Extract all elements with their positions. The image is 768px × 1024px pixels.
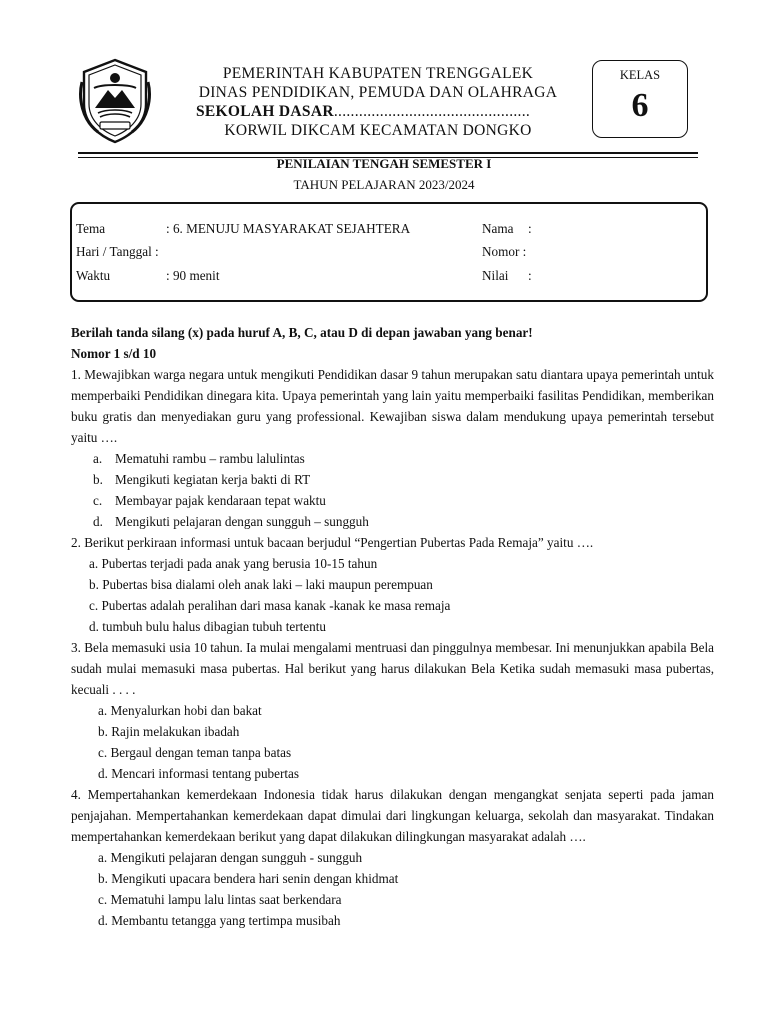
info-row-tema bbox=[76, 221, 410, 237]
question-3-option-b: b. Rajin melakukan ibadah bbox=[98, 724, 240, 739]
option-letter: c. bbox=[93, 493, 103, 508]
header-line-government: PEMERINTAH KABUPATEN TRENGGALEK bbox=[222, 65, 534, 82]
exam-year: TAHUN PELAJARAN 2023/2024 bbox=[293, 177, 475, 192]
info-row-waktu bbox=[76, 268, 219, 284]
question-4-option-b: b. Mengikuti upacara bendera hari senin dengan khidmat bbox=[98, 871, 399, 886]
question-3-option-a: a. Menyalurkan hobi dan bakat bbox=[98, 703, 262, 718]
header-line-department: DINAS PENDIDIKAN, PEMUDA DAN OLAHRAGA bbox=[198, 84, 558, 101]
nilai-colon: : bbox=[528, 268, 532, 283]
option-text: Membayar pajak kendaraan tepat waktu bbox=[115, 493, 326, 508]
school-name-blank: ............................................... bbox=[333, 103, 531, 120]
question-4-option-a: a. Mengikuti pelajaran dengan sungguh - sungguh bbox=[98, 850, 363, 865]
question-3-text: 3. Bela memasuki usia 10 tahun. Ia mulai mengalami mentruasi dan pinggulnya membesar. Ini menunjukkan apabila Bela sudah mulai memasuki masa pubertas. Hal berikut yang harus dilakukan Bela Ketika sudah memasuki masa pubertas, kecuali . . . . bbox=[71, 640, 714, 697]
kelas-label: KELAS bbox=[619, 68, 661, 82]
header-divider-thick bbox=[78, 152, 698, 154]
school-label: SEKOLAH DASAR bbox=[196, 103, 334, 120]
question-3-option-c: c. Bergaul dengan teman tanpa batas bbox=[98, 745, 292, 760]
nomor-label: Nomor : bbox=[482, 244, 527, 259]
letterhead bbox=[178, 64, 578, 140]
nama-label: Nama bbox=[482, 221, 514, 236]
question-4-option-c: c. Mematuhi lampu lalu lintas saat berkendara bbox=[98, 892, 342, 907]
question-2-option-a: a. Pubertas terjadi pada anak yang berusia 10-15 tahun bbox=[89, 556, 378, 571]
question-range: Nomor 1 s/d 10 bbox=[71, 346, 157, 361]
option-text: Mengikuti kegiatan kerja bakti di RT bbox=[115, 472, 311, 487]
header-line-korwil: KORWIL DIKCAM KECAMATAN DONGKO bbox=[224, 122, 532, 139]
nama-colon: : bbox=[528, 221, 532, 236]
option-letter: d. bbox=[93, 514, 103, 529]
info-row-nomor bbox=[482, 244, 526, 260]
trenggalek-emblem-icon bbox=[78, 58, 152, 144]
waktu-value: : 90 menit bbox=[166, 268, 220, 283]
option-letter: a. bbox=[93, 451, 103, 466]
question-2-option-c: c. Pubertas adalah peralihan dari masa kanak -kanak ke masa remaja bbox=[89, 598, 451, 613]
question-2-option-b: b. Pubertas bisa dialami oleh anak laki – laki maupun perempuan bbox=[89, 577, 433, 592]
kelas-box bbox=[592, 60, 688, 138]
question-4-option-d: d. Membantu tetangga yang tertimpa musibah bbox=[98, 913, 341, 928]
tema-label: Tema bbox=[76, 221, 106, 236]
question-1-option-b bbox=[71, 469, 714, 490]
question-2-option-d: d. tumbuh bulu halus dibagian tubuh tertentu bbox=[89, 619, 326, 634]
instruction-line: Berilah tanda silang (x) pada huruf A, B, C, atau D di depan jawaban yang benar! bbox=[71, 325, 533, 340]
question-1-option-a bbox=[71, 448, 714, 469]
exam-title: PENILAIAN TENGAH SEMESTER I bbox=[276, 156, 492, 171]
question-3-option-d: d. Mencari informasi tentang pubertas bbox=[98, 766, 300, 781]
kelas-value: 6 bbox=[631, 87, 649, 124]
nilai-label: Nilai bbox=[482, 268, 509, 283]
option-text: Mematuhi rambu – rambu lalulintas bbox=[115, 451, 305, 466]
info-row-nama bbox=[482, 221, 532, 237]
question-1-text: 1. Mewajibkan warga negara untuk mengikuti Pendidikan dasar 9 tahun merupakan satu diantara upaya pemerintah untuk memperbaiki Pendidikan dinegara kita. Upaya pemerintah yang lain yaitu memperbaiki fasilitas Pendidikan, memberikan buku gratis dan menyediakan guru yang professional. Kewajiban siswa dalam mendukung upaya pemerintah tersebut yaitu …. bbox=[71, 367, 714, 445]
question-1-option-c bbox=[71, 490, 714, 511]
option-letter: b. bbox=[93, 472, 103, 487]
tema-value: : 6. MENUJU MASYARAKAT SEJAHTERA bbox=[166, 221, 411, 236]
waktu-label: Waktu bbox=[76, 268, 111, 283]
hari-tanggal-label: Hari / Tanggal : bbox=[76, 244, 159, 259]
question-list bbox=[71, 322, 714, 931]
question-1-option-d bbox=[71, 511, 714, 532]
info-row-hari bbox=[76, 244, 159, 260]
question-4-text: 4. Mempertahankan kemerdekaan Indonesia tidak harus dilakukan dengan mengangkat senjata seperti pada jaman penjajahan. Mempertahankan kemerdekaan dapat dimulai dari lingkungan keluarga, sekolah dan masyarakat. Tindakan mempertahankan kemerdekaan berikut yang dapat dilakukan dilingkungan masyarakat adalah …. bbox=[71, 787, 714, 844]
info-row-nilai bbox=[482, 268, 532, 284]
student-info-box bbox=[70, 202, 708, 302]
question-2-text: 2. Berikut perkiraan informasi untuk bacaan berjudul “Pengertian Pubertas Pada Remaja” yaitu …. bbox=[71, 535, 594, 550]
option-text: Mengikuti pelajaran dengan sungguh – sungguh bbox=[115, 514, 369, 529]
header-line-school bbox=[178, 102, 578, 121]
